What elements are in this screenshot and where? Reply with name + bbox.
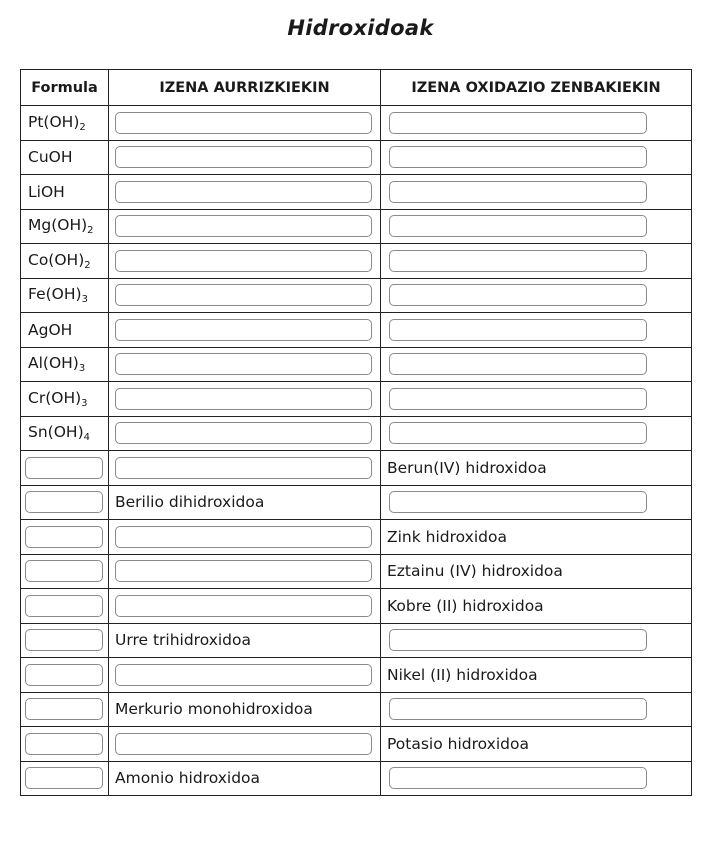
prefix-name-text: Amonio hidroxidoa: [115, 769, 261, 788]
table-row: [21, 727, 692, 762]
prefix-name-cell: [109, 658, 381, 693]
oxidation-name-answer-field[interactable]: [389, 319, 647, 341]
oxidation-name-text: Zink hidroxidoa: [387, 527, 507, 546]
prefix-name-cell: [109, 140, 381, 175]
oxidation-name-answer-field[interactable]: [389, 181, 647, 203]
formula-cell: [21, 209, 109, 244]
oxidation-name-answer-field[interactable]: [389, 767, 647, 789]
formula-header: Formula: [21, 70, 109, 106]
table-row: [21, 589, 692, 624]
table-row: [21, 520, 692, 555]
prefix-name-cell: [109, 209, 381, 244]
formula-answer-field[interactable]: [25, 733, 103, 755]
prefix-name-answer-field[interactable]: [115, 353, 372, 375]
formula-cell: [21, 485, 109, 520]
formula-cell: [21, 278, 109, 313]
prefix-name-cell: [109, 106, 381, 141]
prefix-name-cell: [109, 554, 381, 589]
oxidation-name-answer-field[interactable]: [389, 284, 647, 306]
oxidation-name-answer-field[interactable]: [389, 112, 647, 134]
formula-answer-field[interactable]: [25, 560, 103, 582]
oxidation-name-cell: [381, 416, 692, 451]
oxidation-name-answer-field[interactable]: [389, 146, 647, 168]
formula-subscript: 3: [78, 363, 86, 375]
prefix-name-answer-field[interactable]: [115, 664, 372, 686]
formula-text: $Co(OH)_2$: [28, 250, 91, 271]
oxidation-name-text: Berun(IV) hidroxidoa: [387, 458, 547, 477]
formula-cell: [21, 520, 109, 555]
table-row: [21, 416, 692, 451]
formula-subscript: 2: [79, 121, 86, 133]
oxidation-name-cell: [381, 106, 692, 141]
formula-cell: [21, 554, 109, 589]
header-row: [21, 70, 692, 106]
table-row: [21, 658, 692, 693]
oxidation-name-text: Nikel (II) hidroxidoa: [387, 665, 538, 684]
formula-answer-field[interactable]: [25, 664, 103, 686]
table-row: [21, 692, 692, 727]
formula-cell: [21, 347, 109, 382]
oxidation-name-answer-field[interactable]: [389, 491, 647, 513]
prefix-name-cell: [109, 727, 381, 762]
formula-cell: [21, 451, 109, 486]
oxidation-name-answer-field[interactable]: [389, 422, 647, 444]
oxidation-name-answer-field[interactable]: [389, 215, 647, 237]
formula-cell: [21, 416, 109, 451]
oxidation-name-cell: [381, 175, 692, 210]
table-row: [21, 106, 692, 141]
formula-answer-field[interactable]: [25, 491, 103, 513]
oxidation-name-cell: [381, 554, 692, 589]
formula-subscript: 4: [83, 432, 90, 444]
table-row: [21, 451, 692, 486]
prefix-name-answer-field[interactable]: [115, 526, 372, 548]
prefix-name-cell: [109, 244, 381, 279]
formula-cell: [21, 761, 109, 796]
formula-subscript: 2: [84, 259, 91, 271]
formula-answer-field[interactable]: [25, 698, 103, 720]
table-row: [21, 175, 692, 210]
formula-cell: [21, 727, 109, 762]
oxidation-name-answer-field[interactable]: [389, 388, 647, 410]
prefix-name-answer-field[interactable]: [115, 388, 372, 410]
oxidation-name-text: Potasio hidroxidoa: [387, 734, 529, 753]
prefix-name-cell: [109, 692, 381, 727]
oxidation-name-cell: [381, 761, 692, 796]
formula-text: LiOH: [28, 182, 65, 201]
formula-text: $Pt(OH)_2$: [28, 112, 86, 133]
formula-cell: [21, 313, 109, 348]
formula-answer-field[interactable]: [25, 767, 103, 789]
prefix-name-cell: [109, 278, 381, 313]
oxidation-name-cell: [381, 140, 692, 175]
formula-cell: [21, 140, 109, 175]
prefix-name-cell: [109, 451, 381, 486]
table-row: [21, 209, 692, 244]
oxidation-name-cell: [381, 692, 692, 727]
oxidation-name-answer-field[interactable]: [389, 629, 647, 651]
oxidation-name-answer-field[interactable]: [389, 698, 647, 720]
formula-text: $Al(OH)_3$: [28, 354, 86, 375]
oxidation-name-cell: [381, 520, 692, 555]
oxidation-name-header: IZENA OXIDAZIO ZENBAKIEKIN: [381, 70, 692, 106]
formula-subscript: 2: [87, 225, 94, 237]
formula-cell: [21, 244, 109, 279]
formula-text: $Fe(OH)_3$: [28, 285, 88, 306]
table-row: [21, 313, 692, 348]
prefix-name-answer-field[interactable]: [115, 215, 372, 237]
table-row: [21, 623, 692, 658]
formula-cell: [21, 692, 109, 727]
prefix-name-cell: [109, 416, 381, 451]
table-row: [21, 485, 692, 520]
hydroxides-worksheet-table: [20, 69, 692, 796]
formula-text: $Sn(OH)_4$: [28, 423, 90, 444]
table-row: [21, 140, 692, 175]
oxidation-name-cell: [381, 347, 692, 382]
formula-answer-field[interactable]: [25, 595, 103, 617]
formula-answer-field[interactable]: [25, 526, 103, 548]
formula-text: AgOH: [28, 320, 73, 339]
prefix-name-answer-field[interactable]: [115, 560, 372, 582]
formula-cell: [21, 106, 109, 141]
prefix-name-answer-field[interactable]: [115, 319, 372, 341]
oxidation-name-answer-field[interactable]: [389, 250, 647, 272]
prefix-name-text: Urre trihidroxidoa: [115, 631, 252, 650]
prefix-name-text: Merkurio monohidroxidoa: [115, 700, 313, 719]
formula-cell: [21, 623, 109, 658]
table-row: [21, 278, 692, 313]
prefix-name-answer-field[interactable]: [115, 595, 372, 617]
page-title: Hidroxidoak: [287, 16, 434, 40]
oxidation-name-text: Kobre (II) hidroxidoa: [387, 596, 544, 615]
formula-cell: [21, 175, 109, 210]
table-row: [21, 382, 692, 417]
oxidation-name-cell: [381, 727, 692, 762]
prefix-name-header: IZENA AURRIZKIEKIN: [109, 70, 381, 106]
prefix-name-answer-field[interactable]: [115, 733, 372, 755]
oxidation-name-cell: [381, 209, 692, 244]
oxidation-name-cell: [381, 278, 692, 313]
oxidation-name-answer-field[interactable]: [389, 353, 647, 375]
formula-cell: [21, 589, 109, 624]
prefix-name-text: Berilio dihidroxidoa: [115, 493, 265, 512]
prefix-name-cell: [109, 623, 381, 658]
oxidation-name-text: Eztainu (IV) hidroxidoa: [387, 562, 563, 581]
prefix-name-answer-field[interactable]: [115, 422, 372, 444]
table-row: [21, 244, 692, 279]
formula-subscript: 3: [81, 397, 88, 409]
oxidation-name-cell: [381, 313, 692, 348]
prefix-name-cell: [109, 313, 381, 348]
oxidation-name-cell: [381, 589, 692, 624]
prefix-name-cell: [109, 485, 381, 520]
oxidation-name-cell: [381, 658, 692, 693]
formula-subscript: 3: [81, 294, 88, 306]
prefix-name-answer-field[interactable]: [115, 284, 372, 306]
prefix-name-answer-field[interactable]: [115, 181, 372, 203]
oxidation-name-cell: [381, 451, 692, 486]
table-body: [21, 106, 692, 796]
prefix-name-cell: [109, 347, 381, 382]
formula-text: $Cr(OH)_3$: [28, 388, 88, 409]
table-row: [21, 761, 692, 796]
formula-answer-field[interactable]: [25, 629, 103, 651]
prefix-name-cell: [109, 520, 381, 555]
formula-text: CuOH: [28, 148, 73, 167]
formula-cell: [21, 382, 109, 417]
prefix-name-cell: [109, 382, 381, 417]
table-row: [21, 554, 692, 589]
oxidation-name-cell: [381, 244, 692, 279]
prefix-name-answer-field[interactable]: [115, 112, 372, 134]
formula-cell: [21, 658, 109, 693]
oxidation-name-cell: [381, 382, 692, 417]
oxidation-name-cell: [381, 485, 692, 520]
formula-answer-field[interactable]: [25, 457, 103, 479]
prefix-name-cell: [109, 589, 381, 624]
prefix-name-cell: [109, 175, 381, 210]
prefix-name-answer-field[interactable]: [115, 457, 372, 479]
table-row: [21, 347, 692, 382]
prefix-name-answer-field[interactable]: [115, 250, 372, 272]
oxidation-name-cell: [381, 623, 692, 658]
formula-text: $Mg(OH)_2$: [28, 216, 94, 237]
prefix-name-answer-field[interactable]: [115, 146, 372, 168]
prefix-name-cell: [109, 761, 381, 796]
